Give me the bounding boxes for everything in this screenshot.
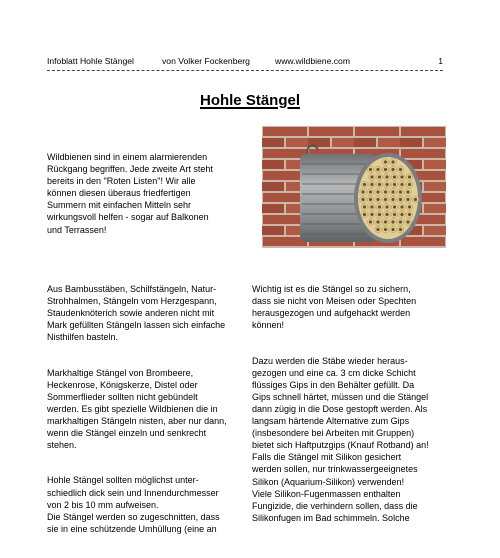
left-paragraph-2: Markhaltige Stängel von Brombeere, Heckenrose, Königskerze, Distel oder Sommerflieder sollten nicht gebündelt werden. Es gibt spezielle Wildbienen die in markhaltigen Stängeln nisten, aber nur dann, wenn die Stängel einzeln und senkrecht stehen. bbox=[47, 367, 227, 451]
page-title: Hohle Stängel bbox=[199, 92, 300, 109]
header-author: von Volker Fockenberg bbox=[162, 56, 250, 66]
right-paragraph-1: Wichtig ist es die Stängel so zu sichern, dass sie nicht von Meisen oder Spechten herausgezogen und aufgehackt werden können! bbox=[252, 284, 417, 331]
intro-paragraph: Wildbienen sind in einem alarmierenden Rückgang begriffen. Jede zweite Art steht bereits in den "Roten Listen"! Wir alle können diesen überaus friedfertigen Summern mit einfachen Mitteln sehr wirkungsvoll helfen - sogar auf Balkonen und Terrassen! bbox=[47, 152, 213, 235]
left-paragraph-1: Aus Bambusstäben, Schilfstängeln, Natur- Strohhalmen, Stängeln vom Herzgespann, Staudenknöterich sowie anderen nicht mit Mark gefüllten Stängeln lassen sich einfache Nisthilfen basteln. bbox=[47, 284, 226, 343]
header-document-title: Infoblatt Hohle Stängel bbox=[47, 56, 134, 66]
left-column bbox=[47, 271, 252, 558]
header-url[interactable]: www.wildbiene.com bbox=[275, 56, 350, 66]
header-divider bbox=[47, 70, 443, 71]
header-page-number: 1 bbox=[438, 56, 443, 66]
right-paragraph-2: Dazu werden die Stäbe wieder heraus- gezogen und eine ca. 3 cm dicke Schicht flüssiges Gips in den Behälter gefüllt. Da Gips schnell härtet, müssen und die Stängel dann zügig in die Dose gestopft werden. Als langsam härtende Alternative zum Gips (insbesondere bei Arbeiten mit Gruppen) bietet sich Haftputzgips (Knauf Rotband) an! Falls die Stängel mit Silikon gesichert werden sollen, nur trinkwassergeeignetes Silikon (Aquarium-Silikon) verwenden! Viele Silikon-Fugenmassen enthalten Fungizide, die verhindern sollen, dass die Silikonfugen im Bad schimmeln. Solche bbox=[252, 355, 429, 523]
bee-nesting-can-photo bbox=[262, 126, 446, 248]
left-paragraph-3: Hohle Stängel sollten möglichst unter- schiedlich dick sein und Innendurchmesser von 2 bis 10 mm aufweisen. Die Stängel werden so zugeschnitten, dass sie in eine schützende Umhüllung (eine an bbox=[47, 475, 220, 534]
right-column bbox=[252, 271, 452, 547]
page-header bbox=[47, 54, 443, 68]
